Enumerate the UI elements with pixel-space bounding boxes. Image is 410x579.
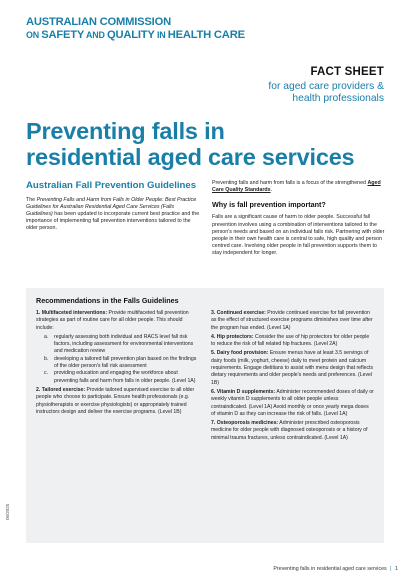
fact-sheet-label [268,66,384,105]
recommendation-2: 2. Tailored exercise: Provide tailored supervised exercise to all older people who choose to participate. Ensure health professionals (e.g. physiotherapists or exercise physiologists) or appropriately trained instructors design and deliver the exercise programs. (Level 1B) [36,386,195,415]
page-title-line1: Preventing falls in [26,118,225,144]
organisation-logo [26,16,245,41]
footer-title: Preventing falls in residential aged care services [273,566,387,572]
importance-heading: Why is fall prevention important? [212,200,326,210]
audience-line1: for aged care providers & [268,81,384,92]
importance-section [212,180,388,258]
importance-paragraph: Falls are a significant cause of harm to older people. Successful fall prevention involves using a combination of interventions tailored to the person's needs and based on an individual falls risk. Partnering with older people in their own health care is central to safe, high quality and person centred care. Involving older people in fall prevention supports them to stay independent for longer. [212,214,385,257]
audience-line2: health professionals [292,93,384,104]
recommendations-column-left [36,310,199,444]
page-title-line2: residential aged care services [26,144,355,170]
org-name-line1: AUSTRALIAN COMMISSION [26,16,171,28]
quality-standards-link[interactable]: Aged Care Quality Standards [212,180,381,194]
footer-separator: | [390,566,392,572]
recommendations-box [26,288,384,543]
recommendation-1a: a. regularly assessing both individual and RACS level fall risk factors, including assessment for environmental interventions and medication review [44,333,194,355]
document-code: 06/2025 [5,503,10,520]
org-name-line2: ON SAFETY AND QUALITY IN HEALTH CARE [26,29,245,41]
recommendation-1: 1. Multifaceted interventions: Provide multifaceted fall prevention strategies as part of routine care for all older people. This should include: [36,310,189,331]
recommendation-6: 6. Vitamin D supplements: Administer recommended doses of daily or weekly vitamin D supplements to all older people unless contraindicated. (Level 1A) Avoid monthly or once yearly mega doses of vitamin D as they can increase the risk of falls. (Level 1A) [211,388,374,417]
standards-intro: Preventing falls and harm from falls is a focus of the strengthened Aged Care Quality Standards. [212,180,381,194]
guidelines-section [26,180,202,233]
recommendation-5: 5. Dairy food provision: Ensure menus have at least 3.5 servings of dairy foods (milk, yoghurt, cheese) daily to meet protein and calcium requirements. Engage dietitians to assist with menu design that reflects dietary requirements and older people's needs and preferences. (Level 1B) [211,350,374,386]
page-footer [273,566,398,572]
recommendation-1c: c. providing education and engaging the workforce about preventing falls and harm from falls in older people. (Level 1A) [44,370,196,384]
recommendation-3: 3. Continued exercise: Provide continued exercise for fall prevention as the effect of structured exercise programs diminishes over time after the program has ended. (Level 1A) [211,310,373,331]
recommendation-4: 4. Hip protectors: Consider the use of hip protectors for older people to reduce the risk of fall related hip fractures. (Level 2A) [211,333,370,348]
recommendations-column-right [211,310,374,444]
page-number: 1 [395,566,398,572]
guidelines-paragraph: The Preventing Falls and Harm from Falls in Older People: Best Practice Guidelines for Australian Residential Aged Care Services (Falls Guidelines) has been updated to incorporate current best practice and the importance of implementing fall prevention interventions tailored to the older person. [26,196,200,232]
recommendation-7: 7. Osteoporosis medicines: Administer prescribed osteoporosis medicine for older people with diagnosed osteoporosis or a history of minimal trauma fractures, unless contraindicated. (Level 1A) [211,420,368,441]
fact-sheet-title: FACT SHEET [310,66,384,78]
page-title [26,118,386,170]
guidelines-heading: Australian Fall Prevention Guidelines [26,180,197,191]
recommendations-title: Recommendations in the Falls Guidelines [36,296,179,305]
recommendation-1b: b. developing a tailored fall prevention plan based on the findings of the older person's fall risk assessment [44,355,197,370]
